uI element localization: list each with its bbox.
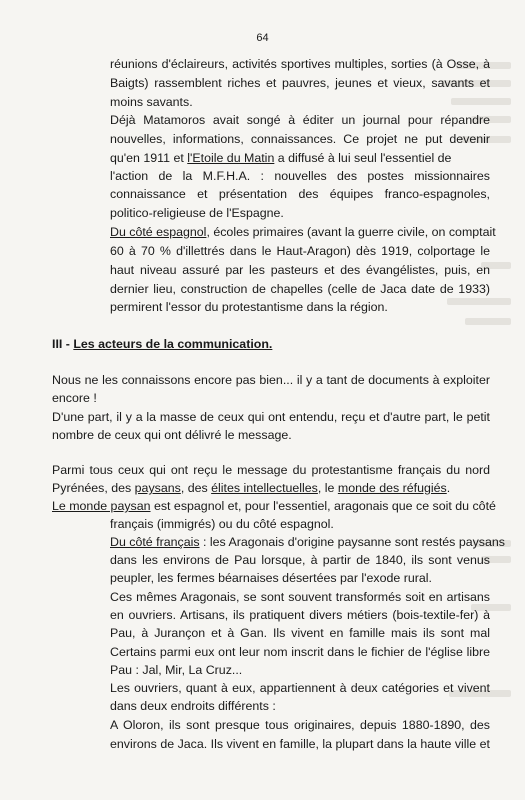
body-line (110, 150, 490, 166)
body-line: Ces mêmes Aragonais, se sont souvent transformés soit en artisans (110, 590, 490, 604)
text-fragment: , le (317, 481, 338, 495)
body-line (52, 480, 450, 496)
text-fragment: , des (180, 481, 212, 495)
newspaper-title: l'Etoile du Matin (187, 151, 275, 165)
body-line (52, 498, 496, 514)
body-line: Baigts) rassemblent riches et pauvres, jeunes et vieux, savants et (110, 76, 490, 90)
body-line: Pau, à Jurançon et à Gan. Ils vivent en famille mais ils sont mal (110, 626, 490, 640)
body-line: connaissance et présentation des équipes franco-espagnoles, (110, 187, 490, 201)
body-line: dernier lieu, construction de chapelles (celle de Jaca date de 1933) (110, 282, 490, 296)
body-line: l'action de la M.F.H.A. : nouvelles des postes missionnaires (110, 169, 490, 183)
text-fragment: . (446, 481, 451, 495)
underlined-term: Du côté français (110, 535, 200, 549)
body-line: Certains parmi eux ont leur nom inscrit dans le fichier de l'église libre (110, 645, 490, 659)
body-line: en ouvriers. Artisans, ils pratiquent divers métiers (bois-textile-fer) à (110, 608, 490, 622)
body-line: dans deux endroits différents : (110, 699, 276, 713)
underlined-term: Le monde paysan (52, 499, 151, 513)
body-line: permirent l'essor du protestantisme dans la région. (110, 300, 388, 314)
body-line: Parmi tous ceux qui ont reçu le message du protestantisme français du nord (52, 463, 490, 477)
body-line: Nous ne les connaissons encore pas bien... il y a tant de documents à exploiter (52, 373, 490, 387)
body-line: Pau : Jal, Mir, La Cruz... (110, 663, 243, 677)
body-line: réunions d'éclaireurs, activités sportives multiples, sorties (à Osse, à (110, 57, 490, 71)
body-line: environs de Jaca. Ils vivent en famille, la plupart dans la haute ville et (110, 737, 490, 751)
body-line: encore ! (52, 391, 97, 405)
underlined-term: paysans (134, 481, 181, 495)
body-line: dans les environs de Pau lorsque, à partir de 1840, ils sont venus (110, 553, 490, 567)
bleed-through-mark (465, 318, 511, 325)
body-line: D'une part, il y a la masse de ceux qui ont entendu, reçu et d'autre part, le petit (52, 410, 490, 424)
body-line: haut niveau assuré par les pasteurs et des évangélistes, puis, en (110, 263, 490, 277)
page-number: 64 (256, 32, 269, 44)
section-title: Les acteurs de la communication. (73, 337, 273, 351)
bleed-through-mark (447, 298, 511, 305)
body-line: nombre de ceux qui ont délivré le message. (52, 428, 292, 442)
text-fragment: qu'en 1911 et (110, 151, 188, 165)
underlined-term: monde des réfugiés (337, 481, 447, 495)
body-line: moins savants. (110, 95, 193, 109)
text-fragment: est espagnol et, pour l'essentiel, aragonais que ce soit du côté (150, 499, 496, 513)
section-heading (52, 336, 272, 352)
body-line: nouvelles, informations, connaissances. Ce projet ne put devenir (110, 132, 490, 146)
body-line: Les ouvriers, quant à eux, appartiennent à deux catégories et vivent (110, 681, 490, 695)
body-line: politico-religieuse de l'Espagne. (110, 206, 284, 220)
text-fragment: a diffusé à lui seul l'essentiel de (274, 151, 452, 165)
text-fragment: : les Aragonais d'origine paysanne sont restés paysans (199, 535, 505, 549)
bleed-through-mark (451, 98, 511, 105)
underlined-term: Du côté espagnol (110, 225, 207, 239)
text-fragment: Pyrénées, des (52, 481, 135, 495)
body-line: français (immigrés) ou du côté espagnol. (110, 517, 334, 531)
body-line: A Oloron, ils sont presque tous originaires, depuis 1880-1890, des (110, 718, 490, 732)
text-fragment: , écoles primaires (avant la guerre civile, on comptait (206, 225, 496, 239)
underlined-term: élites intellectuelles (211, 481, 318, 495)
body-line (110, 224, 496, 240)
body-line (110, 534, 505, 550)
section-numeral: III - (52, 337, 74, 351)
body-line: 60 à 70 % d'illettrés dans le Haut-Aragon) dès 1919, colportage le (110, 244, 490, 258)
body-line: Déjà Matamoros avait songé à éditer un journal pour répandre (110, 113, 490, 127)
body-line: peupler, les fermes béarnaises désertées par l'exode rural. (110, 571, 432, 585)
